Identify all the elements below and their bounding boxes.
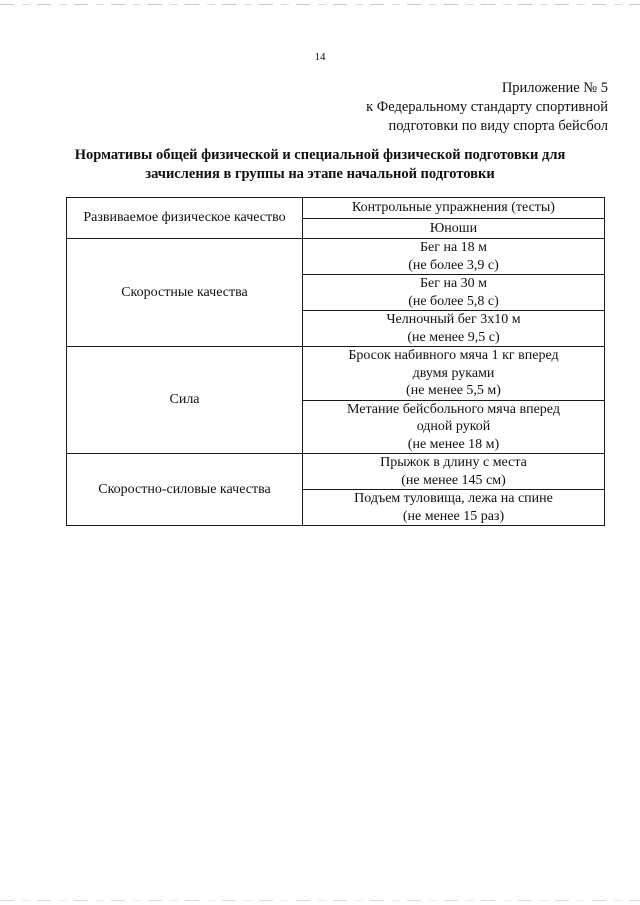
test-norm: (не более 3,9 с)	[408, 257, 499, 273]
table-header-row	[67, 198, 605, 219]
table-row	[67, 347, 605, 401]
table-row	[67, 454, 605, 490]
appendix-standard: к Федеральному стандарту спортивной	[366, 99, 608, 115]
table-row	[67, 239, 605, 275]
test-norm: (не менее 18 м)	[407, 436, 500, 452]
scan-edge-top	[0, 4, 640, 5]
test-norm: (не менее 145 см)	[401, 472, 506, 488]
test-name: Подъем туловища, лежа на спине	[354, 491, 553, 506]
appendix-number: Приложение № 5	[501, 80, 608, 96]
test-name: Бросок набивного мяча 1 кг вперед	[348, 348, 559, 363]
test-norm: (не менее 9,5 с)	[407, 329, 500, 345]
test-name: Метание бейсбольного мяча вперед	[347, 401, 560, 417]
test-cell	[303, 311, 605, 347]
header-tests: Контрольные упражнения (тесты)	[303, 198, 605, 219]
test-norm: (не более 5,8 с)	[408, 293, 499, 309]
appendix-sport: подготовки по виду спорта бейсбол	[388, 118, 608, 134]
test-name: Бег на 18 м	[419, 240, 488, 255]
appendix-caption	[366, 79, 608, 136]
standards-table	[66, 197, 605, 526]
test-cell	[303, 400, 605, 454]
document-title-line-2: зачисления в группы на этапе начальной подготовки	[145, 166, 495, 182]
document-title-line-1: Нормативы общей физической и специальной физической подготовки для	[74, 147, 566, 163]
document-title	[40, 146, 600, 184]
test-name: Бег на 30 м	[419, 276, 488, 291]
test-cell	[303, 490, 605, 526]
test-norm: (не менее 15 раз)	[402, 508, 505, 524]
header-group: Юноши	[303, 219, 605, 239]
page-number: 14	[314, 51, 326, 63]
test-name: Челночный бег 3x10 м	[386, 312, 521, 327]
test-name-continued: одной рукой	[416, 419, 491, 434]
test-cell	[303, 275, 605, 311]
test-cell	[303, 454, 605, 490]
test-norm: (не менее 5,5 м)	[406, 383, 501, 398]
test-name-continued: двумя руками	[412, 365, 495, 381]
quality-cell: Скоростные качества	[67, 239, 303, 347]
quality-cell: Сила	[67, 347, 303, 454]
test-name: Прыжок в длину с места	[380, 455, 527, 470]
test-cell	[303, 239, 605, 275]
scan-edge-bottom	[0, 900, 640, 901]
quality-cell: Скоростно-силовые качества	[67, 454, 303, 526]
test-cell	[303, 347, 605, 401]
header-quality: Развиваемое физическое качество	[67, 198, 303, 239]
